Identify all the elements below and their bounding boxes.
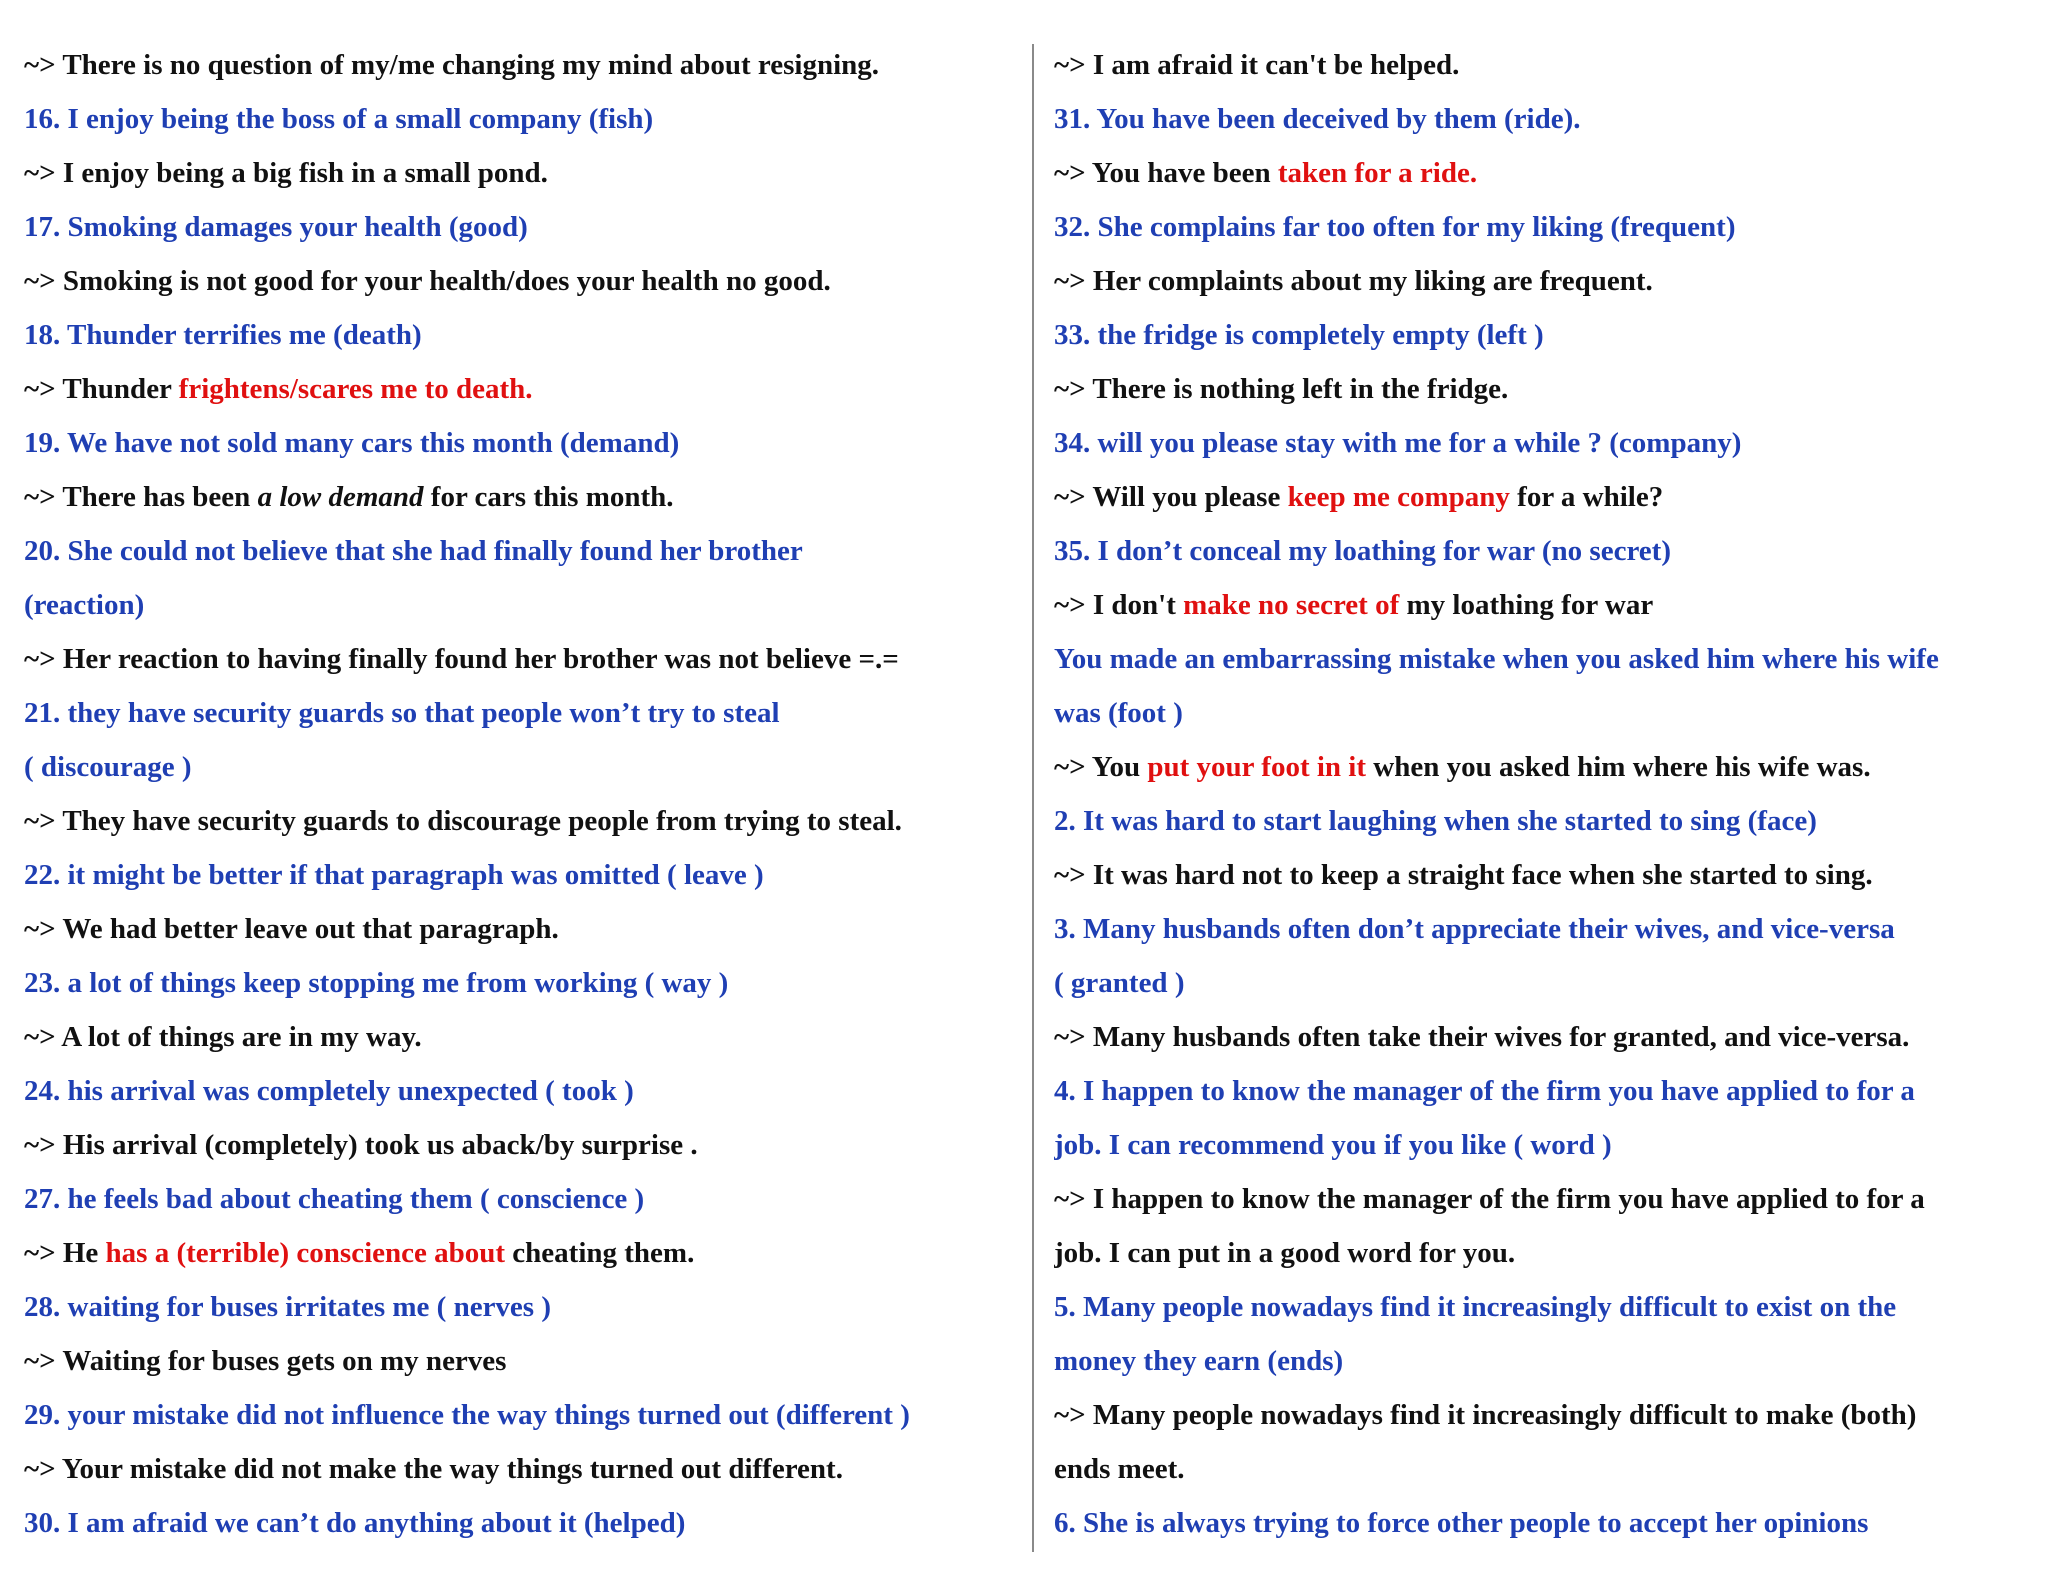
question-line bbox=[24, 1280, 1004, 1334]
line-text: ~> I don't bbox=[1054, 589, 1184, 621]
line-text: 4. I happen to know the manager of the firm you have applied to for a bbox=[1054, 1075, 1915, 1107]
answer-line bbox=[24, 1226, 1004, 1280]
line-text: 27. he feels bad about cheating them ( conscience ) bbox=[24, 1183, 645, 1215]
line-text: ~> I am afraid it can't be helped. bbox=[1054, 49, 1460, 81]
line-text: ~> We had better leave out that paragraph. bbox=[24, 913, 559, 945]
line-text: ~> Waiting for buses gets on my nerves bbox=[24, 1345, 507, 1377]
question-line bbox=[1054, 416, 2034, 470]
highlighted-answer: make no secret of bbox=[1183, 589, 1400, 621]
question-line bbox=[1054, 1496, 2034, 1550]
question-line bbox=[1054, 1118, 2034, 1172]
answer-line bbox=[24, 794, 1004, 848]
question-line bbox=[24, 308, 1004, 362]
answer-line bbox=[24, 146, 1004, 200]
answer-line bbox=[1054, 146, 2034, 200]
question-line bbox=[1054, 902, 2034, 956]
line-text: ~> There has been bbox=[24, 481, 258, 513]
answer-line bbox=[1054, 470, 2034, 524]
line-text: 35. I don’t conceal my loathing for war (no secret) bbox=[1054, 535, 1671, 567]
answer-line bbox=[1054, 1172, 2034, 1226]
line-text: for cars this month. bbox=[423, 481, 674, 513]
line-text: ~> You bbox=[1054, 751, 1148, 783]
line-text: ~> Smoking is not good for your health/does your health no good. bbox=[24, 265, 831, 297]
line-text: ~> Many people nowadays find it increasingly difficult to make (both) bbox=[1054, 1399, 1917, 1431]
question-line bbox=[1054, 956, 2034, 1010]
line-text: was (foot ) bbox=[1054, 697, 1183, 729]
question-line bbox=[24, 1388, 1004, 1442]
line-text: 20. She could not believe that she had finally found her brother bbox=[24, 535, 803, 567]
question-line bbox=[24, 956, 1004, 1010]
right-column bbox=[1054, 38, 2034, 1550]
line-text: 23. a lot of things keep stopping me from working ( way ) bbox=[24, 967, 729, 999]
line-text: 19. We have not sold many cars this month (demand) bbox=[24, 427, 680, 459]
line-text: ~> A lot of things are in my way. bbox=[24, 1021, 422, 1053]
question-line bbox=[1054, 632, 2034, 686]
line-text: 30. I am afraid we can’t do anything about it (helped) bbox=[24, 1507, 686, 1539]
line-text: 24. his arrival was completely unexpected ( took ) bbox=[24, 1075, 634, 1107]
question-line bbox=[24, 1496, 1004, 1550]
line-text: ~> Many husbands often take their wives for granted, and vice-versa. bbox=[1054, 1021, 1910, 1053]
answer-line bbox=[1054, 362, 2034, 416]
line-text: ~> Her reaction to having finally found her brother was not believe =.= bbox=[24, 643, 899, 675]
line-text: 29. your mistake did not influence the way things turned out (different ) bbox=[24, 1399, 910, 1431]
question-line bbox=[1054, 1334, 2034, 1388]
line-text: job. I can recommend you if you like ( word ) bbox=[1054, 1129, 1612, 1161]
highlighted-answer: taken for a ride. bbox=[1277, 157, 1478, 189]
question-line bbox=[1054, 794, 2034, 848]
line-text: (reaction) bbox=[24, 589, 145, 621]
line-text: ~> There is nothing left in the fridge. bbox=[1054, 373, 1509, 405]
line-text: ~> There is no question of my/me changing my mind about resigning. bbox=[24, 49, 880, 81]
question-line bbox=[24, 578, 1004, 632]
answer-line bbox=[24, 1010, 1004, 1064]
line-text: ~> You have been bbox=[1054, 157, 1278, 189]
line-text: 16. I enjoy being the boss of a small company (fish) bbox=[24, 103, 654, 135]
answer-line bbox=[1054, 1010, 2034, 1064]
question-line bbox=[1054, 200, 2034, 254]
question-line bbox=[24, 92, 1004, 146]
answer-line bbox=[24, 1118, 1004, 1172]
line-text: 34. will you please stay with me for a while ? (company) bbox=[1054, 427, 1742, 459]
line-text: 22. it might be better if that paragraph was omitted ( leave ) bbox=[24, 859, 764, 891]
line-text: ~> They have security guards to discourage people from trying to steal. bbox=[24, 805, 902, 837]
answer-line bbox=[1054, 254, 2034, 308]
line-text: ~> Her complaints about my liking are frequent. bbox=[1054, 265, 1653, 297]
answer-line bbox=[24, 1442, 1004, 1496]
question-line bbox=[24, 416, 1004, 470]
italic-text: a low demand bbox=[257, 481, 424, 513]
question-line bbox=[24, 1172, 1004, 1226]
answer-line bbox=[24, 1334, 1004, 1388]
line-text: ~> He bbox=[24, 1237, 106, 1269]
question-line bbox=[1054, 308, 2034, 362]
line-text: ~> Thunder bbox=[24, 373, 179, 405]
answer-line bbox=[1054, 848, 2034, 902]
line-text: ~> It was hard not to keep a straight face when she started to sing. bbox=[1054, 859, 1873, 891]
highlighted-answer: has a (terrible) conscience about bbox=[105, 1237, 506, 1269]
question-line bbox=[24, 524, 1004, 578]
question-line bbox=[1054, 92, 2034, 146]
question-line bbox=[24, 200, 1004, 254]
line-text: my loathing for war bbox=[1399, 589, 1654, 621]
highlighted-answer: frightens/scares me to death. bbox=[178, 373, 533, 405]
line-text: ( discourage ) bbox=[24, 751, 192, 783]
answer-line bbox=[1054, 1226, 2034, 1280]
line-text: 18. Thunder terrifies me (death) bbox=[24, 319, 422, 351]
line-text: ~> Will you please bbox=[1054, 481, 1288, 513]
question-line bbox=[1054, 1064, 2034, 1118]
line-text: 3. Many husbands often don’t appreciate their wives, and vice-versa bbox=[1054, 913, 1895, 945]
line-text: 17. Smoking damages your health (good) bbox=[24, 211, 528, 243]
line-text: 2. It was hard to start laughing when she started to sing (face) bbox=[1054, 805, 1817, 837]
question-line bbox=[1054, 686, 2034, 740]
answer-line bbox=[1054, 578, 2034, 632]
question-line bbox=[1054, 1280, 2034, 1334]
left-column bbox=[24, 38, 1004, 1550]
line-text: 21. they have security guards so that people won’t try to steal bbox=[24, 697, 780, 729]
line-text: 33. the fridge is completely empty (left ) bbox=[1054, 319, 1544, 351]
line-text: when you asked him where his wife was. bbox=[1366, 751, 1871, 783]
line-text: money they earn (ends) bbox=[1054, 1345, 1344, 1377]
line-text: 5. Many people nowadays find it increasingly difficult to exist on the bbox=[1054, 1291, 1897, 1323]
question-line bbox=[24, 1064, 1004, 1118]
line-text: ~> I happen to know the manager of the firm you have applied to for a bbox=[1054, 1183, 1925, 1215]
line-text: You made an embarrassing mistake when you asked him where his wife bbox=[1054, 643, 1939, 675]
question-line bbox=[1054, 524, 2034, 578]
answer-line bbox=[1054, 740, 2034, 794]
line-text: job. I can put in a good word for you. bbox=[1054, 1237, 1516, 1269]
answer-line bbox=[24, 254, 1004, 308]
answer-line bbox=[24, 470, 1004, 524]
question-line bbox=[24, 848, 1004, 902]
line-text: ends meet. bbox=[1054, 1453, 1185, 1485]
line-text: ~> Your mistake did not make the way things turned out different. bbox=[24, 1453, 843, 1485]
answer-line bbox=[1054, 38, 2034, 92]
highlighted-answer: put your foot in it bbox=[1147, 751, 1366, 783]
line-text: for a while? bbox=[1509, 481, 1664, 513]
line-text: ~> His arrival (completely) took us aback/by surprise . bbox=[24, 1129, 698, 1161]
line-text: 31. You have been deceived by them (ride). bbox=[1054, 103, 1581, 135]
answer-line bbox=[1054, 1442, 2034, 1496]
answer-line bbox=[24, 902, 1004, 956]
line-text: 6. She is always trying to force other people to accept her opinions bbox=[1054, 1507, 1869, 1539]
column-divider bbox=[1032, 44, 1034, 1552]
line-text: cheating them. bbox=[505, 1237, 695, 1269]
question-line bbox=[24, 740, 1004, 794]
line-text: 32. She complains far too often for my liking (frequent) bbox=[1054, 211, 1736, 243]
answer-line bbox=[24, 38, 1004, 92]
answer-line bbox=[24, 632, 1004, 686]
answer-line bbox=[1054, 1388, 2034, 1442]
line-text: ( granted ) bbox=[1054, 967, 1185, 999]
question-line bbox=[24, 686, 1004, 740]
line-text: ~> I enjoy being a big fish in a small pond. bbox=[24, 157, 548, 189]
highlighted-answer: keep me company bbox=[1287, 481, 1510, 513]
answer-line bbox=[24, 362, 1004, 416]
line-text: 28. waiting for buses irritates me ( nerves ) bbox=[24, 1291, 551, 1323]
